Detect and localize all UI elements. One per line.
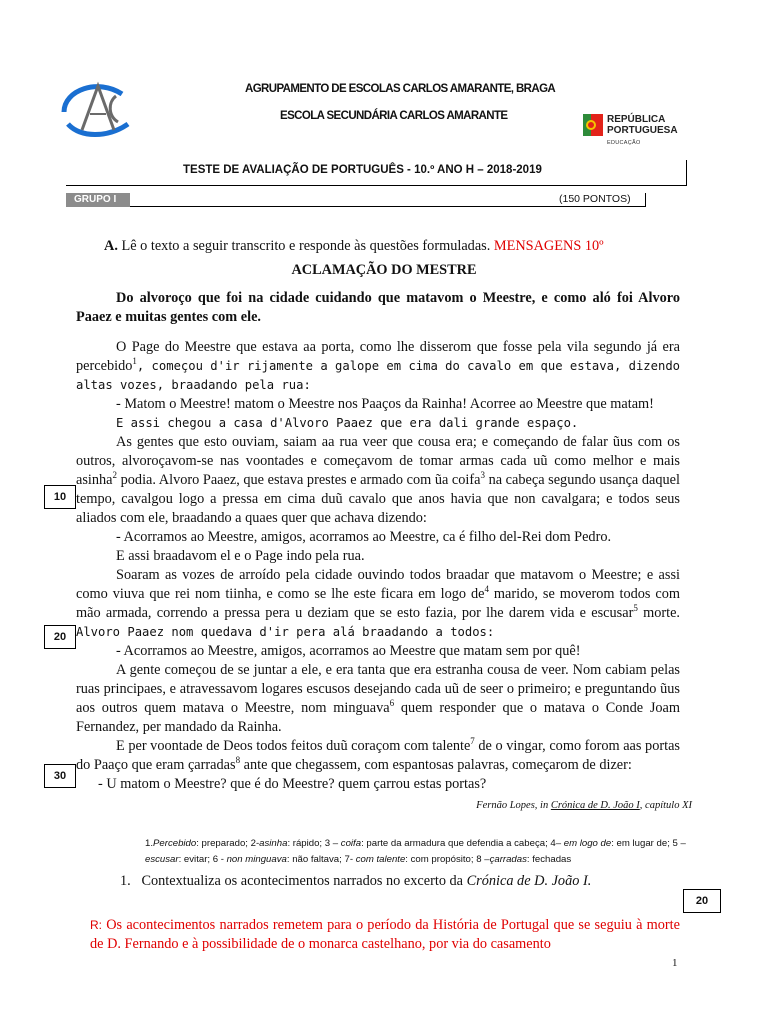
question-1 — [120, 873, 591, 890]
answer-text — [90, 916, 680, 954]
header-divider — [66, 185, 687, 186]
page-number: 1 — [672, 957, 678, 969]
answer-body: Os acontecimentos narrados remetem para o período da História de Portugal que se seguiu à morte de D. Fernando e à possibilidade de o monarca castelhano, por via do casamento — [90, 917, 680, 952]
paragraph: E assi chegou a casa d'Alvoro Paaez que era dali grande espaço. — [116, 416, 579, 430]
paragraph: As gentes que esto ouviam, saiam aa rua veer que cousa era; e começando de falar ũus com os outros, alvoroçavom-se nas voontades e começavom de tomar armas cada uũ como melhor e mais asinha$^2$ podia. Alvoro Paaez, que estava prestes e armado com ũa coifa$^3$ na cabeça segundo usança daquel tempo, cavalgou logo a pressa em cima duũ cavalo que anos havia que non cavalgara; e todos seus aliados com ele, braadando a quaes quer que achava dizendo: — [76, 434, 680, 526]
question-work: Crónica de D. João I. — [466, 873, 592, 889]
source-citation: Fernão Lopes, in Crónica de D. João I, capítulo XI — [476, 800, 692, 811]
text-title: ACLAMAÇÃO DO MESTRE — [291, 262, 477, 278]
instruction-text: Lê o texto a seguir transcrito e responde às questões formuladas. — [121, 238, 491, 254]
question-text: Contextualiza os acontecimentos narrados no excerto da — [141, 873, 467, 889]
group-divider-vertical — [645, 193, 646, 207]
test-title: TESTE DE AVALIAÇÃO DE PORTUGUÊS - 10.º ANO H – 2018-2019 — [183, 164, 542, 176]
line-marker: 10 — [44, 485, 76, 509]
group-label-bar — [66, 193, 130, 207]
school-name: ESCOLA SECUNDÁRIA CARLOS AMARANTE — [280, 110, 508, 122]
group-label: GRUPO I — [74, 194, 117, 205]
portugal-flag-icon — [583, 114, 603, 136]
school-group-name: AGRUPAMENTO DE ESCOLAS CARLOS AMARANTE, BRAGA — [245, 83, 556, 95]
header-divider-vertical — [686, 160, 687, 186]
republica-line1: REPÚBLICA — [607, 114, 666, 125]
group-points: (150 PONTOS) — [559, 193, 631, 205]
instruction-highlight: MENSAGENS 10º — [493, 238, 604, 254]
republica-logo — [583, 114, 678, 146]
line-marker: 30 — [44, 764, 76, 788]
paragraph: - U matom o Meestre? que é do Meestre? quem çarrou estas portas? — [98, 776, 487, 792]
excerpt-subtitle: Do alvoroço que foi na cidade cuidando que matavom o Meestre, e como aló foi Alvoro Paaez e muitas gentes com ele. — [76, 290, 680, 325]
instruction — [104, 238, 604, 255]
paragraph: E assi braadavom el e o Page indo pela rua. — [116, 548, 365, 564]
line-marker: 20 — [44, 625, 76, 649]
republica-sub: EDUCAÇÃO — [607, 140, 641, 146]
question-score: 20 — [683, 889, 721, 913]
paragraph: E per voontade de Deos todos feitos duũ coraçom com talente$^7$ de o vingar, como forom aas portas do Paaço que eram çarradas$^8$ ante que chegassem, com espantosas palavras, começarom de dizer: — [76, 736, 680, 773]
paragraph: - Matom o Meestre! matom o Meestre nos Paaços da Rainha! Acorree ao Meestre que matam! — [116, 396, 654, 412]
paragraph: O Page do Meestre que estava aa porta, como lhe disserom que fosse pela vila segundo já era percebido$^1$, começou d'ir rijamente a galope em cima do cavalo em que estava, dizendo altas vozes, braadando pela rua: — [76, 339, 680, 392]
paragraph: Soaram as vozes de arroído pela cidade ouvindo todos braadar que matavom o Meestre; e assi como viuva que rei nom tiinha, e como se lhe este ficara em logo $de^4$ marido, se moverom todos com mão armada, correndo a pressa pera u deziam que se esto fazia, por lhe darem vida e escusar$^5$ morte. Alvoro Paaez nom quedava d'ir pera alá braadando a todos: — [76, 567, 680, 639]
paragraph: A gente começou de se juntar a ele, e era tanta que era estranha cousa de veer. Nom cabiam pelas ruas principaes, e atravessavom logares escusos desejando cada uũ de seer o primeiro; e preguntando ũus aos outros quem matava o Meestre, nom minguava$^6$ quem responder que o matava o Conde Joam Fernandez, per mandado da Rainha. — [76, 662, 680, 735]
excerpt-text — [76, 289, 680, 794]
question-number: 1. — [120, 873, 131, 889]
group-underline — [130, 206, 645, 207]
school-logo-icon — [58, 72, 136, 144]
instruction-letter: A. — [104, 238, 118, 254]
republica-line2: PORTUGUESA — [607, 125, 678, 136]
glossary-notes: 1.Percebido: preparado; 2-asinha: rápido; 3 – coifa: parte da armadura que defendia a cabeça; 4– em logo de: em lugar de; 5 – escusar: evitar; 6 - non minguava: não faltava; 7- com talente: com propósito; 8 –çarradas: fechadas — [145, 838, 686, 865]
paragraph: - Acorramos ao Meestre, amigos, acorramos ao Meestre, ca é filho del-Rei dom Pedro. — [116, 529, 612, 545]
answer-label: R: — [90, 918, 102, 932]
paragraph: - Acorramos ao Meestre, amigos, acorramos ao Meestre que matam sem por quê! — [116, 643, 581, 659]
